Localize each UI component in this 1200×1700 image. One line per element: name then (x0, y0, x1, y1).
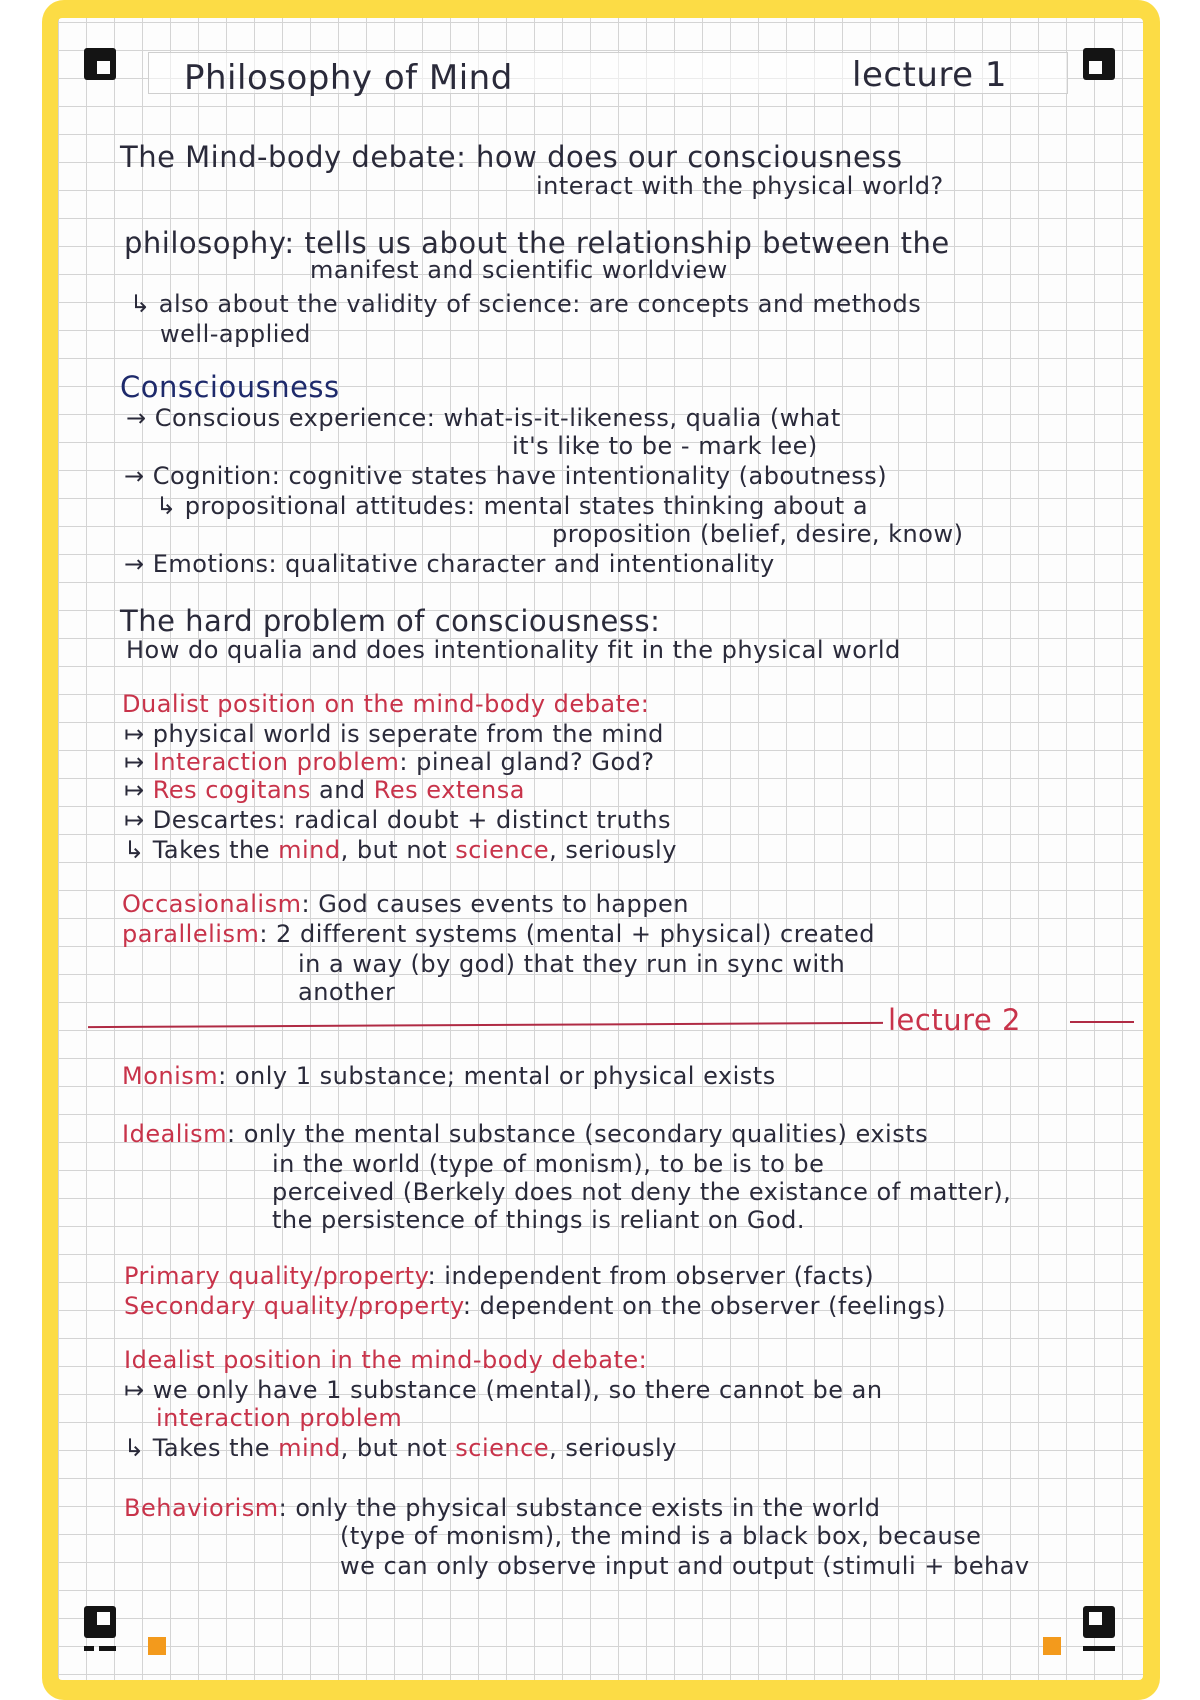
note-line (124, 1494, 881, 1522)
lecture-divider-end (1070, 1021, 1134, 1023)
note-text: The Mind-body debate: how does our consciousness (120, 140, 903, 174)
note-text: → Cognition: cognitive states have intentionality (aboutness) (124, 462, 888, 490)
highlighted-term: parallelism (122, 920, 260, 948)
highlighted-term: science (455, 1434, 550, 1462)
note-text: the persistence of things is reliant on God. (272, 1206, 806, 1234)
note-line (130, 290, 921, 318)
note-text: , but not (340, 1434, 456, 1462)
note-line (122, 1062, 776, 1090)
note-text: How do qualia and does intentionality fit in the physical world (126, 636, 901, 664)
highlighted-term: science (455, 836, 550, 864)
note-line (124, 462, 887, 490)
note-text: in a way (by god) that they run in sync with (298, 950, 846, 978)
note-line (124, 550, 775, 578)
highlighted-term: mind (278, 1434, 341, 1462)
corner-mark-top-left-icon (84, 48, 116, 80)
note-line (124, 1292, 946, 1320)
note-text: , but not (340, 836, 456, 864)
note-line (340, 1522, 981, 1550)
note-line (156, 492, 868, 520)
highlighted-term: mind (278, 836, 341, 864)
note-text: (type of monism), the mind is a black box, because (340, 1522, 982, 1550)
highlighted-term: Idealism (122, 1120, 228, 1148)
note-line (124, 1262, 874, 1290)
note-line (122, 690, 649, 718)
highlighted-term: Res cogitans (152, 776, 311, 804)
highlighted-term: Secondary quality/property (124, 1292, 463, 1320)
highlighted-term: Monism (122, 1062, 219, 1090)
note-text: ↦ physical world is seperate from the mind (124, 720, 664, 748)
highlighted-term: Primary quality/property (124, 1262, 428, 1290)
note-line (120, 604, 660, 638)
note-text: : God causes events to happen (301, 890, 689, 918)
note-text: ↦ we only have 1 substance (mental), so there cannot be an (124, 1376, 883, 1404)
note-line (298, 950, 845, 978)
note-text: ↳ Takes the (124, 836, 279, 864)
note-line (126, 404, 841, 432)
highlighted-term: lecture 2 (888, 1003, 1021, 1037)
note-line (120, 140, 903, 174)
note-line (124, 226, 950, 260)
note-text: : only 1 substance; mental or physical exists (218, 1062, 776, 1090)
note-line (272, 1150, 824, 1178)
note-text: → Emotions: qualitative character and intentionality (124, 550, 775, 578)
note-line (272, 1178, 1011, 1206)
note-line (124, 836, 677, 864)
note-line (340, 1552, 1030, 1580)
note-line (124, 1346, 647, 1374)
lecture-2-label (888, 1003, 1021, 1037)
page-title: Philosophy of Mind (184, 58, 513, 98)
note-text: we can only observe input and output (stimuli + behav (340, 1552, 1030, 1580)
note-line (124, 748, 655, 776)
note-text: proposition (belief, desire, know) (552, 520, 964, 548)
note-text: ↦ (124, 748, 153, 776)
note-text: : only the physical substance exists in the world (278, 1494, 881, 1522)
note-line (298, 978, 395, 1006)
note-line (160, 320, 311, 348)
note-text: : independent from observer (facts) (427, 1262, 875, 1290)
note-line (124, 806, 671, 834)
note-line (552, 520, 963, 548)
note-text: in the world (type of monism), to be is to be (272, 1150, 825, 1178)
note-line (122, 920, 875, 948)
note-text: Consciousness (120, 370, 340, 404)
note-line (124, 720, 664, 748)
note-text: The hard problem of consciousness: (120, 604, 661, 638)
note-line (536, 172, 944, 200)
note-text: perceived (Berkely does not deny the existance of matter), (272, 1178, 1012, 1206)
corner-dash-icon (1083, 1646, 1115, 1651)
highlighted-term: Res extensa (373, 776, 525, 804)
note-text: : only the mental substance (secondary qualities) exists (227, 1120, 929, 1148)
note-text: : 2 different systems (mental + physical) created (259, 920, 875, 948)
highlighted-term: Behaviorism (124, 1494, 279, 1522)
note-text: : pineal gland? God? (399, 748, 655, 776)
note-text: another (298, 978, 396, 1006)
highlighted-term: Interaction problem (152, 748, 400, 776)
note-text: philosophy: tells us about the relationship between the (124, 226, 950, 260)
note-line (124, 1376, 883, 1404)
note-text: , seriously (549, 1434, 677, 1462)
note-text: → Conscious experience: what-is-it-likeness, qualia (what (126, 404, 841, 432)
note-line (124, 776, 525, 804)
note-text: ↦ (124, 776, 153, 804)
note-text: ↳ also about the validity of science: are concepts and methods (130, 290, 922, 318)
corner-dash-icon (99, 1646, 116, 1651)
note-line (310, 256, 728, 284)
corner-mark-bottom-left-icon (84, 1606, 116, 1638)
note-line (512, 432, 818, 460)
corner-mark-bottom-right-icon (1083, 1606, 1115, 1638)
note-text: ↳ Takes the (124, 1434, 279, 1462)
note-line (120, 370, 340, 404)
note-line (126, 636, 901, 664)
lecture-label: lecture 1 (852, 55, 1008, 95)
highlighted-term: Dualist position on the mind-body debate: (122, 690, 650, 718)
note-text: manifest and scientific worldview (310, 256, 728, 284)
note-line (122, 1120, 928, 1148)
note-line (122, 890, 689, 918)
note-text: , seriously (549, 836, 677, 864)
orange-square-marker (1043, 1637, 1061, 1655)
note-text: ↦ Descartes: radical doubt + distinct truths (124, 806, 672, 834)
corner-dash-icon (84, 1646, 94, 1651)
note-text: well-applied (160, 320, 311, 348)
highlighted-term: Idealist position in the mind-body debate: (124, 1346, 648, 1374)
note-text: and (310, 776, 374, 804)
orange-square-marker (148, 1637, 166, 1655)
highlighted-term: Occasionalism (122, 890, 302, 918)
note-text: ↳ propositional attitudes: mental states thinking about a (156, 492, 869, 520)
note-text: : dependent on the observer (feelings) (462, 1292, 947, 1320)
corner-mark-top-right-icon (1083, 48, 1115, 80)
note-text: interact with the physical world? (536, 172, 944, 200)
note-line (272, 1206, 805, 1234)
note-line (156, 1404, 402, 1432)
highlighted-term: interaction problem (156, 1404, 403, 1432)
note-line (124, 1434, 677, 1462)
note-text: it's like to be - mark lee) (512, 432, 818, 460)
